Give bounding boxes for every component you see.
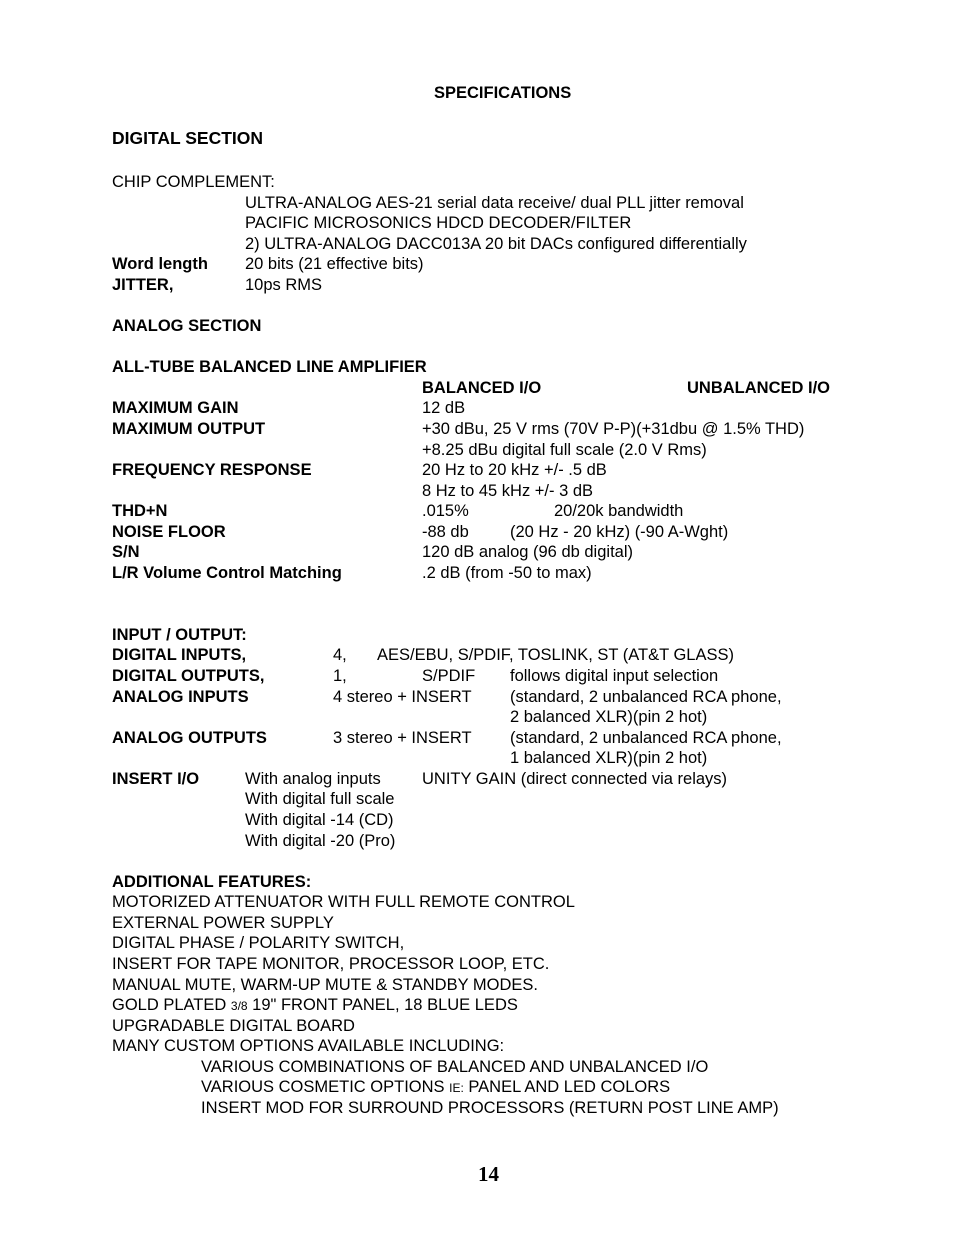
- analog-inputs-desc-cont: 2 balanced XLR)(pin 2 hot): [510, 708, 708, 726]
- max-output-label: MAXIMUM OUTPUT: [112, 420, 266, 438]
- digital-inputs-desc: AES/EBU, S/PDIF, TOSLINK, ST (AT&T GLASS): [377, 646, 734, 664]
- thd-note: 20/20k bandwidth: [554, 502, 684, 520]
- analog-inputs-count: 4 stereo + INSERT: [333, 688, 472, 706]
- feature-item: INSERT FOR TAPE MONITOR, PROCESSOR LOOP, ETC.: [112, 955, 550, 973]
- thd-value: .015%: [422, 502, 469, 520]
- insert-io-label: INSERT I/O: [112, 770, 200, 788]
- word-length-label: Word length: [112, 255, 208, 273]
- max-output-value-digital: +8.25 dBu digital full scale (2.0 V Rms): [422, 441, 707, 459]
- noise-floor-label: NOISE FLOOR: [112, 523, 226, 541]
- analog-outputs-desc: (standard, 2 unbalanced RCA phone,: [510, 729, 782, 747]
- custom-options-heading: MANY CUSTOM OPTIONS AVAILABLE INCLUDING:: [112, 1037, 505, 1055]
- freq-response-value: 20 Hz to 20 kHz +/- .5 dB: [422, 461, 607, 479]
- chip-item: PACIFIC MICROSONICS HDCD DECODER/FILTER: [245, 214, 632, 232]
- feature-item: EXTERNAL POWER SUPPLY: [112, 914, 334, 932]
- max-gain-label: MAXIMUM GAIN: [112, 399, 239, 417]
- insert-mode: With digital -20 (Pro): [245, 832, 396, 850]
- analog-outputs-label: ANALOG OUTPUTS: [112, 729, 267, 747]
- insert-mode: With digital full scale: [245, 790, 395, 808]
- max-gain-value: 12 dB: [422, 399, 466, 417]
- digital-section-heading: DIGITAL SECTION: [112, 128, 264, 148]
- jitter-label: JITTER,: [112, 276, 174, 294]
- sn-value: 120 dB analog (96 db digital): [422, 543, 633, 561]
- page-number: 14: [478, 1162, 499, 1186]
- insert-mode: With analog inputs: [245, 770, 381, 788]
- lr-matching-label: L/R Volume Control Matching: [112, 564, 342, 582]
- custom-option: VARIOUS COSMETIC OPTIONS IE: PANEL AND LED COLORS: [201, 1078, 671, 1096]
- feature-item: MOTORIZED ATTENUATOR WITH FULL REMOTE CONTROL: [112, 893, 575, 911]
- max-output-value: +30 dBu, 25 V rms (70V P-P)(+31dbu @ 1.5% THD): [422, 420, 805, 438]
- chip-item: 2) ULTRA-ANALOG DACC013A 20 bit DACs configured differentially: [245, 235, 747, 253]
- word-length-value: 20 bits (21 effective bits): [245, 255, 424, 273]
- thd-label: THD+N: [112, 502, 168, 520]
- analog-outputs-desc-cont: 1 balanced XLR)(pin 2 hot): [510, 749, 708, 767]
- digital-inputs-label: DIGITAL INPUTS,: [112, 646, 247, 664]
- insert-mode: With digital -14 (CD): [245, 811, 394, 829]
- page-title: SPECIFICATIONS: [434, 84, 572, 102]
- freq-response-label: FREQUENCY RESPONSE: [112, 461, 312, 479]
- features-heading: ADDITIONAL FEATURES:: [112, 873, 312, 891]
- lr-matching-value: .2 dB (from -50 to max): [422, 564, 592, 582]
- chip-item: ULTRA-ANALOG AES-21 serial data receive/ dual PLL jitter removal: [245, 194, 744, 212]
- digital-outputs-type: S/PDIF: [422, 667, 476, 685]
- amplifier-heading: ALL-TUBE BALANCED LINE AMPLIFIER: [112, 358, 427, 376]
- custom-option: INSERT MOD FOR SURROUND PROCESSORS (RETURN POST LINE AMP): [201, 1099, 779, 1117]
- freq-response-value-wide: 8 Hz to 45 kHz +/- 3 dB: [422, 482, 594, 500]
- feature-item: DIGITAL PHASE / POLARITY SWITCH,: [112, 934, 405, 952]
- feature-item: UPGRADABLE DIGITAL BOARD: [112, 1017, 355, 1035]
- analog-inputs-label: ANALOG INPUTS: [112, 688, 249, 706]
- digital-outputs-desc: follows digital input selection: [510, 667, 719, 685]
- io-heading: INPUT / OUTPUT:: [112, 626, 247, 644]
- jitter-value: 10ps RMS: [245, 276, 323, 294]
- insert-unity-gain: UNITY GAIN (direct connected via relays): [422, 770, 728, 788]
- digital-outputs-label: DIGITAL OUTPUTS,: [112, 667, 265, 685]
- custom-option: VARIOUS COMBINATIONS OF BALANCED AND UNBALANCED I/O: [201, 1058, 709, 1076]
- noise-floor-value: -88 db: [422, 523, 469, 541]
- digital-inputs-count: 4,: [333, 646, 347, 664]
- sn-label: S/N: [112, 543, 140, 561]
- chip-complement-label: CHIP COMPLEMENT:: [112, 173, 275, 191]
- noise-floor-note: (20 Hz - 20 kHz) (-90 A-Wght): [510, 523, 729, 541]
- unbalanced-column-heading: UNBALANCED I/O: [687, 379, 830, 397]
- analog-inputs-desc: (standard, 2 unbalanced RCA phone,: [510, 688, 782, 706]
- balanced-column-heading: BALANCED I/O: [422, 379, 542, 397]
- digital-outputs-count: 1,: [333, 667, 347, 685]
- analog-outputs-count: 3 stereo + INSERT: [333, 729, 472, 747]
- feature-item-gold-panel: GOLD PLATED 3/8 19" FRONT PANEL, 18 BLUE LEDS: [112, 996, 518, 1014]
- analog-section-heading: ANALOG SECTION: [112, 317, 262, 335]
- feature-item: MANUAL MUTE, WARM-UP MUTE & STANDBY MODES.: [112, 976, 538, 994]
